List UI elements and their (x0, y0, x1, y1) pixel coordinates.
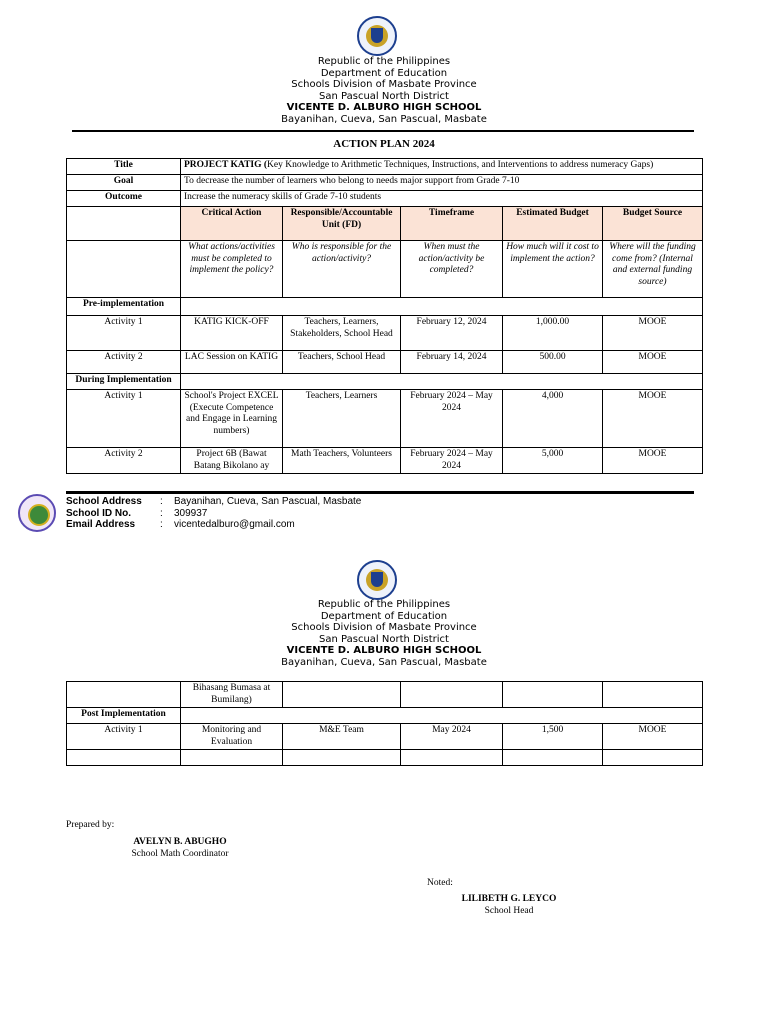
table-row (67, 316, 703, 351)
goal-value: To decrease the number of learners who belong to needs major support from Grade 7-10 (181, 175, 703, 191)
blank-cell (603, 750, 703, 766)
blank-cell (603, 682, 703, 708)
colon: : (160, 519, 163, 530)
activity-label: Activity 2 (67, 351, 181, 374)
colon: : (160, 507, 163, 519)
critical-action-cell: Monitoring and Evaluation (181, 724, 283, 750)
contact-row (66, 519, 361, 531)
blank-cell (67, 241, 181, 298)
section-post-implementation: Post Implementation (67, 708, 181, 724)
contact-row (66, 496, 361, 508)
noted-by-role: School Head (484, 906, 534, 916)
col-critical-action: Critical Action (181, 207, 283, 241)
guide-text: What actions/activities must be completed to implement the policy? (181, 241, 283, 298)
col-budget-source: Budget Source (603, 207, 703, 241)
letterhead-top (0, 56, 768, 125)
contact-value: Bayanihan, Cueva, San Pascual, Masbate (174, 496, 362, 507)
school-name: VICENTE D. ALBURO HIGH SCHOOL (286, 102, 482, 113)
responsible-cell: Teachers, Learners, Stakeholders, School Head (283, 316, 401, 351)
activity-label: Activity 1 (67, 390, 181, 448)
timeframe-cell: February 2024 – May 2024 (401, 390, 503, 448)
noted-label: Noted: (427, 878, 453, 888)
col-responsible-unit: Responsible/Accountable Unit (FD) (283, 207, 401, 241)
source-cell: MOOE (603, 351, 703, 374)
col-estimated-budget: Estimated Budget (503, 207, 603, 241)
timeframe-cell: May 2024 (401, 724, 503, 750)
header-line: San Pascual North District (319, 90, 449, 102)
guide-text: When must the action/activity be completed? (401, 241, 503, 298)
school-address: Bayanihan, Cueva, San Pascual, Masbate (281, 656, 487, 668)
action-plan-table-continued (66, 681, 703, 766)
contact-key: School Address (66, 496, 142, 507)
prepared-by-role: School Math Coordinator (131, 849, 229, 859)
activity-label: Activity 1 (67, 724, 181, 750)
source-cell: MOOE (603, 448, 703, 474)
blank-cell (181, 708, 703, 724)
source-cell: MOOE (603, 316, 703, 351)
blank-cell (67, 750, 181, 766)
colon: : (160, 496, 163, 507)
source-cell: MOOE (603, 724, 703, 750)
responsible-cell: Teachers, Learners (283, 390, 401, 448)
school-address: Bayanihan, Cueva, San Pascual, Masbate (281, 113, 487, 125)
guide-text: Who is responsible for the action/activity? (283, 241, 401, 298)
header-line: Schools Division of Masbate Province (291, 622, 477, 633)
blank-cell (283, 682, 401, 708)
school-name: VICENTE D. ALBURO HIGH SCHOOL (286, 645, 482, 656)
blank-cell (503, 682, 603, 708)
blank-cell (283, 750, 401, 766)
outcome-label: Outcome (67, 191, 181, 207)
responsible-cell: Teachers, School Head (283, 351, 401, 374)
critical-action-cell: Bihasang Bumasa at Bumilang) (181, 682, 283, 708)
budget-cell: 1,500 (503, 724, 603, 750)
blank-cell (401, 750, 503, 766)
budget-cell: 1,000.00 (503, 316, 603, 351)
noted-by-block (444, 893, 574, 917)
contact-key: Email Address (66, 519, 136, 530)
budget-cell: 4,000 (503, 390, 603, 448)
blank-cell (67, 207, 181, 241)
outcome-value: Increase the numeracy skills of Grade 7-10 students (181, 191, 703, 207)
source-cell: MOOE (603, 390, 703, 448)
header-line: Republic of the Philippines (317, 599, 451, 610)
header-divider (72, 130, 694, 132)
header-line: Schools Division of Masbate Province (291, 79, 477, 90)
school-contact-block (66, 496, 361, 531)
blank-cell (181, 374, 703, 390)
prepared-by-label: Prepared by: (66, 820, 115, 830)
budget-cell: 5,000 (503, 448, 603, 474)
header-line: Department of Education (320, 610, 448, 622)
table-row (67, 390, 703, 448)
blank-cell (67, 682, 181, 708)
budget-cell: 500.00 (503, 351, 603, 374)
blank-cell (503, 750, 603, 766)
contact-value: vicentedalburo@gmail.com (174, 519, 295, 530)
activity-label: Activity 2 (67, 448, 181, 474)
timeframe-cell: February 14, 2024 (401, 351, 503, 374)
contact-key: School ID No. (66, 507, 131, 519)
title-value: PROJECT KATIG (Key Knowledge to Arithmetic Techniques, Instructions, and Interventions to address numeracy Gaps) (181, 159, 703, 175)
responsible-cell: M&E Team (283, 724, 401, 750)
prepared-by-name: AVELYN B. ABUGHO (133, 837, 227, 847)
guide-text: How much will it cost to implement the action? (503, 241, 603, 298)
blank-cell (181, 750, 283, 766)
col-timeframe: Timeframe (401, 207, 503, 241)
responsible-cell: Math Teachers, Volunteers (283, 448, 401, 474)
prepared-by-block (110, 836, 250, 860)
critical-action-cell: Project 6B (Bawat Batang Bikolano ay (181, 448, 283, 474)
table-row (67, 351, 703, 374)
guide-text: Where will the funding come from? (Internal and external funding source) (603, 241, 703, 298)
timeframe-cell: February 2024 – May 2024 (401, 448, 503, 474)
contact-row (66, 508, 361, 520)
contact-value: 309937 (174, 507, 208, 519)
header-line: Republic of the Philippines (317, 56, 451, 67)
goal-label: Goal (67, 175, 181, 191)
title-label: Title (67, 159, 181, 175)
header-line: San Pascual North District (319, 633, 449, 645)
document-title: ACTION PLAN 2024 (333, 138, 435, 150)
section-pre-implementation: Pre-implementation (67, 298, 181, 316)
deped-seal-icon (357, 16, 397, 56)
critical-action-cell: KATIG KICK-OFF (181, 316, 283, 351)
table-row (67, 724, 703, 750)
header-line: Department of Education (320, 67, 448, 79)
table-row (67, 448, 703, 474)
timeframe-cell: February 12, 2024 (401, 316, 503, 351)
noted-by-name: LILIBETH G. LEYCO (461, 894, 557, 904)
school-logo-icon (18, 494, 56, 532)
deped-seal-icon (357, 560, 397, 600)
critical-action-cell: School's Project EXCEL (Execute Competence and Engage in Learning numbers) (181, 390, 283, 448)
letterhead-page2 (0, 599, 768, 668)
footer-divider (66, 491, 694, 494)
critical-action-cell: LAC Session on KATIG (181, 351, 283, 374)
blank-cell (401, 682, 503, 708)
activity-label: Activity 1 (67, 316, 181, 351)
section-during-implementation: During Implementation (67, 374, 181, 390)
action-plan-table (66, 158, 703, 474)
blank-cell (181, 298, 703, 316)
